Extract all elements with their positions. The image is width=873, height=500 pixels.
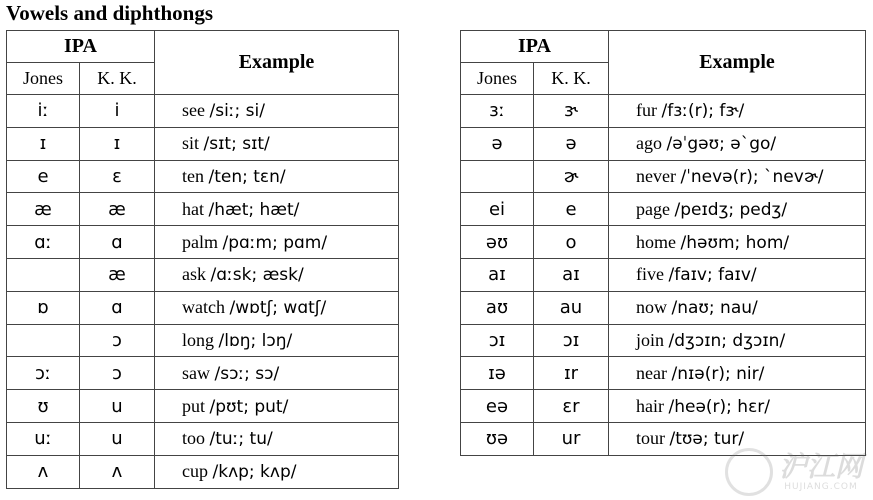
example-pronunciation: /wɒtʃ; wɑtʃ/: [229, 298, 327, 319]
example-cell: [155, 226, 399, 259]
kk-symbol: ur: [534, 422, 609, 455]
kk-symbol: ɔ: [80, 357, 155, 390]
kk-symbol: æ: [80, 193, 155, 226]
example-pronunciation: /naʊ; nau/: [671, 298, 758, 319]
table-row: [7, 226, 399, 259]
kk-symbol: ɝ: [534, 95, 609, 128]
table-row: [7, 258, 399, 291]
jones-symbol: [461, 160, 534, 193]
jones-symbol: ɪ: [7, 127, 80, 160]
jones-symbol: ʊ: [7, 390, 80, 423]
kk-symbol: ɛ: [80, 160, 155, 193]
example-word: cup: [182, 461, 208, 482]
example-pronunciation: /tʊə; tur/: [669, 429, 745, 450]
example-pronunciation: /ɑːsk; æsk/: [210, 265, 304, 286]
table-row: [7, 455, 399, 488]
kk-symbol: ʌ: [80, 455, 155, 488]
example-word: too: [182, 428, 206, 449]
example-word: ten: [182, 165, 204, 186]
example-cell: [155, 422, 399, 455]
header-kk: K. K.: [534, 63, 609, 95]
example-cell: [609, 291, 866, 324]
jones-symbol: ə: [461, 127, 534, 160]
example-pronunciation: /nɪə(r); nir/: [671, 363, 765, 384]
example-cell: [155, 324, 399, 357]
vowel-table-left: [6, 30, 399, 489]
header-jones: Jones: [7, 63, 80, 95]
example-cell: [609, 258, 866, 291]
example-word: ask: [182, 264, 206, 285]
example-pronunciation: /heə(r); hɛr/: [668, 396, 770, 417]
example-cell: [609, 226, 866, 259]
example-cell: [609, 193, 866, 226]
table-row: [7, 95, 399, 128]
table-row: [461, 160, 866, 193]
example-word: put: [182, 395, 206, 416]
kk-symbol: ɚ: [534, 160, 609, 193]
kk-symbol: æ: [80, 258, 155, 291]
watermark-text: 沪江网: [778, 450, 863, 483]
header-kk: K. K.: [80, 63, 155, 95]
jones-symbol: ɪə: [461, 357, 534, 390]
header-ipa: IPA: [461, 31, 609, 63]
example-pronunciation: /sɪt; sɪt/: [203, 134, 270, 155]
example-word: ago: [636, 133, 662, 154]
kk-symbol: au: [534, 291, 609, 324]
example-word: see: [182, 100, 205, 121]
kk-symbol: ɪ: [80, 127, 155, 160]
example-pronunciation: /faɪv; faɪv/: [668, 265, 757, 286]
example-word: sit: [182, 133, 200, 154]
jones-symbol: ɜː: [461, 95, 534, 128]
jones-symbol: ʊə: [461, 422, 534, 455]
table-row: [7, 193, 399, 226]
kk-symbol: ɪr: [534, 357, 609, 390]
example-word: hair: [636, 395, 664, 416]
example-pronunciation: /əˈgəʊ; əˋgo/: [666, 134, 777, 155]
kk-symbol: ɑ: [80, 226, 155, 259]
vowel-table-right: [460, 30, 866, 456]
example-cell: [609, 357, 866, 390]
table-row: [461, 357, 866, 390]
example-word: join: [636, 329, 665, 350]
table-row: [461, 193, 866, 226]
table-row: [7, 324, 399, 357]
example-cell: [609, 324, 866, 357]
kk-symbol: ə: [534, 127, 609, 160]
table-row: [461, 95, 866, 128]
example-word: now: [636, 297, 667, 318]
header-jones: Jones: [461, 63, 534, 95]
table-row: [461, 226, 866, 259]
example-pronunciation: /sɔː; sɔ/: [214, 363, 280, 384]
example-cell: [155, 291, 399, 324]
page-title: Vowels and diphthongs: [6, 1, 213, 25]
example-word: fur: [636, 100, 657, 121]
kk-symbol: ɑ: [80, 291, 155, 324]
example-pronunciation: /lɒŋ; lɔŋ/: [218, 330, 293, 351]
kk-symbol: ɛr: [534, 390, 609, 423]
example-word: five: [636, 264, 664, 285]
jones-symbol: ɔː: [7, 357, 80, 390]
kk-symbol: o: [534, 226, 609, 259]
kk-symbol: e: [534, 193, 609, 226]
example-word: near: [636, 362, 667, 383]
example-pronunciation: /siː; si/: [209, 101, 265, 122]
example-word: page: [636, 198, 670, 219]
header-example: Example: [609, 31, 866, 95]
example-cell: [609, 390, 866, 423]
table-row: [461, 258, 866, 291]
example-word: palm: [182, 231, 218, 252]
example-pronunciation: /dʒɔɪn; dʒɔɪn/: [668, 330, 786, 351]
jones-symbol: ei: [461, 193, 534, 226]
watermark-url: HUJIANG.COM: [784, 482, 858, 492]
example-cell: [155, 127, 399, 160]
kk-symbol: ɔɪ: [534, 324, 609, 357]
example-pronunciation: /fɜː(r); fɝ/: [661, 101, 745, 122]
example-cell: [609, 95, 866, 128]
example-word: never: [636, 165, 676, 186]
example-pronunciation: /ten; tɛn/: [208, 166, 286, 187]
jones-symbol: iː: [7, 95, 80, 128]
example-cell: [155, 258, 399, 291]
example-cell: [609, 127, 866, 160]
jones-symbol: ɑː: [7, 226, 80, 259]
watermark: [725, 448, 863, 496]
table-row: [7, 357, 399, 390]
jones-symbol: ʌ: [7, 455, 80, 488]
jones-symbol: ɒ: [7, 291, 80, 324]
kk-symbol: aɪ: [534, 258, 609, 291]
jones-symbol: aɪ: [461, 258, 534, 291]
kk-symbol: i: [80, 95, 155, 128]
example-pronunciation: /kʌp; kʌp/: [212, 462, 297, 483]
kk-symbol: u: [80, 390, 155, 423]
jones-symbol: eə: [461, 390, 534, 423]
example-pronunciation: /həʊm; hom/: [680, 232, 790, 253]
example-cell: [155, 357, 399, 390]
jones-symbol: [7, 324, 80, 357]
table-row: [7, 422, 399, 455]
example-pronunciation: /pɑːm; pɑm/: [222, 232, 328, 253]
kk-symbol: u: [80, 422, 155, 455]
example-word: home: [636, 231, 676, 252]
table-row: [461, 324, 866, 357]
table-row: [461, 127, 866, 160]
table-row: [7, 291, 399, 324]
example-pronunciation: /ˈnevə(r); ˋnevɚ/: [680, 166, 824, 187]
example-pronunciation: /pʊt; put/: [209, 396, 289, 417]
example-cell: [609, 160, 866, 193]
table-row: [7, 160, 399, 193]
kk-symbol: ɔ: [80, 324, 155, 357]
example-pronunciation: /tuː; tu/: [209, 429, 273, 450]
header-example: Example: [155, 31, 399, 95]
example-cell: [155, 160, 399, 193]
table-row: [7, 127, 399, 160]
example-word: watch: [182, 297, 225, 318]
jones-symbol: e: [7, 160, 80, 193]
jones-symbol: aʊ: [461, 291, 534, 324]
example-word: long: [182, 329, 215, 350]
jones-symbol: [7, 258, 80, 291]
example-word: hat: [182, 198, 204, 219]
example-pronunciation: /peɪdʒ; pedʒ/: [674, 199, 788, 220]
header-ipa: IPA: [7, 31, 155, 63]
jones-symbol: ɔɪ: [461, 324, 534, 357]
table-row: [461, 291, 866, 324]
jones-symbol: æ: [7, 193, 80, 226]
table-row: [7, 390, 399, 423]
example-cell: [155, 95, 399, 128]
example-cell: [155, 390, 399, 423]
example-pronunciation: /hæt; hæt/: [208, 199, 300, 220]
hujiang-logo-icon: [725, 448, 773, 496]
example-cell: [155, 455, 399, 488]
example-cell: [155, 193, 399, 226]
example-word: tour: [636, 428, 665, 449]
example-word: saw: [182, 362, 210, 383]
jones-symbol: əʊ: [461, 226, 534, 259]
jones-symbol: uː: [7, 422, 80, 455]
table-row: [461, 390, 866, 423]
